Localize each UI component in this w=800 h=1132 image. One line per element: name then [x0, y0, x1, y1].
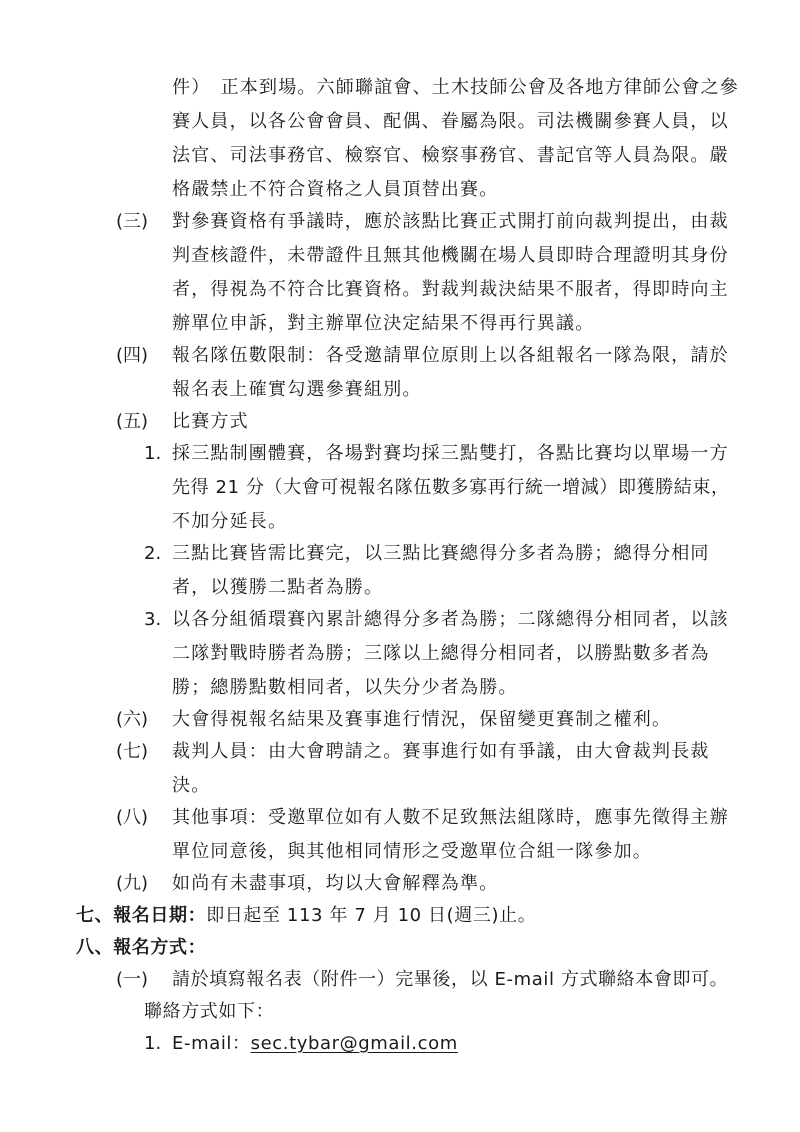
text-line: 對參賽資格有爭議時，應於該點比賽正式開打前向裁判提出，由裁 — [172, 211, 729, 232]
section-text: 即日起至 113 年 7 月 10 日(週三)止。 — [206, 905, 537, 926]
text-line: 者，得視為不符合比賽資格。對裁判裁決結果不服者，得即時向主 — [172, 279, 729, 300]
item-marker: (五) — [116, 411, 149, 432]
contact-email-line — [172, 1032, 458, 1056]
text-line: 不加分延長。 — [172, 511, 288, 532]
text-line: 裁判人員：由大會聘請之。賽事進行如有爭議，由大會裁判長裁 — [172, 741, 710, 762]
text-line: 其他事項：受邀單位如有人數不足致無法組隊時，應事先徵得主辦 — [172, 807, 729, 828]
text-line: 以各分組循環賽內累計總得分多者為勝；二隊總得分相同者，以該 — [172, 609, 729, 630]
item-marker: (四) — [116, 345, 149, 366]
text-line: 報名隊伍數限制：各受邀請單位原則上以各組報名一隊為限，請於 — [172, 345, 729, 366]
text-line: 報名表上確實勾選參賽組別。 — [172, 379, 422, 400]
item-marker: (七) — [116, 741, 149, 762]
text-line: 二隊對戰時勝者為勝；三隊以上總得分相同者，以勝點數多者為 — [172, 643, 710, 664]
text-line: 大會得視報名結果及賽事進行情況，保留變更賽制之權利。 — [172, 709, 672, 730]
text-line: 請於填寫報名表（附件一）完畢後，以 E-mail 方式聯絡本會即可。 — [172, 969, 729, 990]
text-line: 法官、司法事務官、檢察官、檢察事務官、書記官等人員為限。嚴 — [172, 145, 729, 166]
item-title: 比賽方式 — [172, 411, 249, 432]
contact-intro: 聯絡方式如下： — [144, 1001, 275, 1022]
text-line: 先得 21 分（大會可視報名隊伍數多寡再行統一增減）即獲勝結束， — [172, 477, 730, 498]
email-link[interactable]: sec.tybar@gmail.com — [250, 1033, 458, 1054]
text-line: 採三點制團體賽，各場對賽均採三點雙打，各點比賽均以單場一方 — [172, 443, 729, 464]
text-line: 決。 — [172, 775, 211, 796]
item-marker: (六) — [116, 709, 149, 730]
text-line: 單位同意後，與其他相同情形之受邀單位合組一隊參加。 — [172, 841, 652, 862]
text-line: 勝；總勝點數相同者，以失分少者為勝。 — [172, 677, 518, 698]
sub-item-marker: 1. — [144, 443, 162, 464]
text-line: 賽人員，以各公會會員、配偶、眷屬為限。司法機關參賽人員，以 — [172, 111, 729, 132]
section-heading: 七、報名日期： — [76, 905, 207, 926]
item-marker: (三) — [116, 211, 149, 232]
text-line: 如尚有未盡事項，均以大會解釋為準。 — [172, 873, 499, 894]
text-line: 三點比賽皆需比賽完，以三點比賽總得分多者為勝；總得分相同 — [172, 543, 710, 564]
item-marker: (八) — [116, 807, 149, 828]
text-line: 判查核證件，未帶證件且無其他機關在場人員即時合理證明其身份 — [172, 245, 729, 266]
section-line — [76, 904, 536, 928]
item-marker: (一) — [116, 969, 149, 990]
email-label: E-mail： — [172, 1033, 251, 1054]
sub-item-marker: 2. — [144, 543, 162, 564]
text-line: 辦單位申訴，對主辦單位決定結果不得再行異議。 — [172, 313, 595, 334]
sub-item-marker: 3. — [144, 609, 162, 630]
text-line: 件） 正本到場。六師聯誼會、土木技師公會及各地方律師公會之參 — [172, 77, 739, 98]
text-line: 格嚴禁止不符合資格之人員頂替出賽。 — [172, 179, 499, 200]
sub-item-marker: 1. — [144, 1033, 162, 1054]
text-line: 者，以獲勝二點者為勝。 — [172, 577, 384, 598]
section-heading: 八、報名方式： — [76, 937, 207, 958]
item-marker: (九) — [116, 873, 149, 894]
